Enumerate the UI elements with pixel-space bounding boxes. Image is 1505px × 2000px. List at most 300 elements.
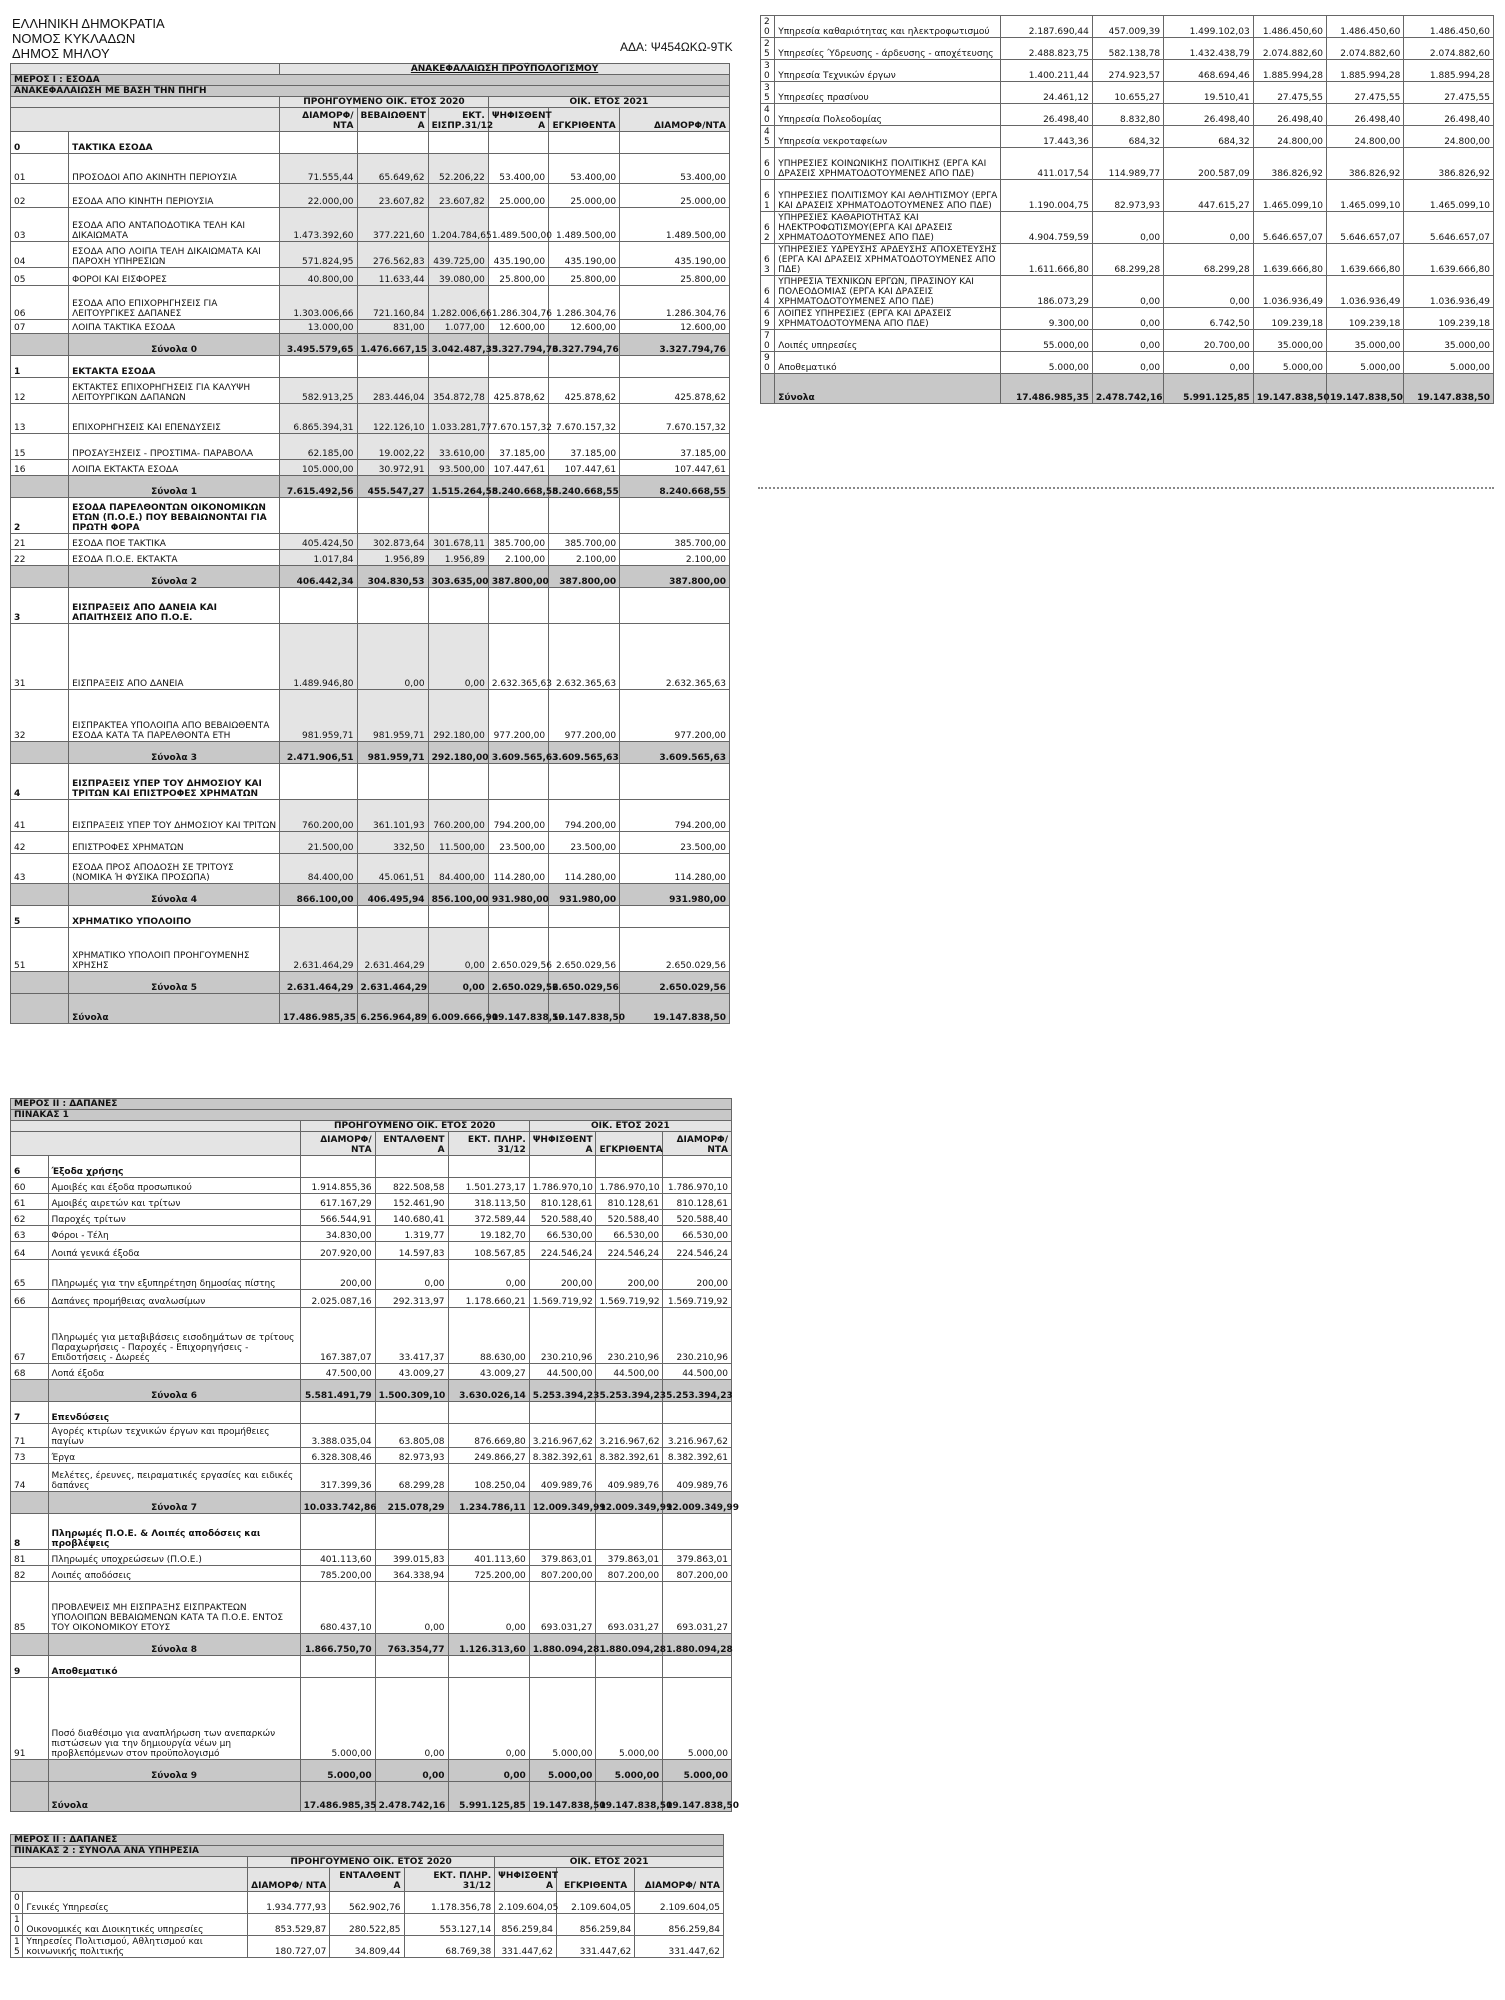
table-1-label: ΠΙΝΑΚΑΣ 1: [11, 1110, 732, 1121]
amount-cell: 807.200,00: [663, 1566, 732, 1582]
amount-cell: 2.187.690,44: [1001, 16, 1093, 38]
row-label: Πληρωμές Π.Ο.Ε. & Λοιπές αποδόσεις και προβλέψεις: [48, 1514, 300, 1550]
amount-cell: 33.417,37: [375, 1308, 448, 1364]
amount-cell: 680.437,10: [300, 1582, 375, 1634]
row-code: [11, 334, 69, 356]
amount-cell: [549, 906, 620, 928]
amount-cell: 1.639.666,80: [1253, 244, 1326, 276]
col-header: ΔΙΑΜΟΡΦ/ ΝΤΑ: [247, 1868, 329, 1892]
table-row: [761, 212, 1494, 244]
amount-cell: 25.000,00: [549, 184, 620, 208]
amount-cell: [448, 1402, 529, 1424]
amount-cell: 200,00: [300, 1260, 375, 1290]
row-label: Δαπάνες προμήθειας αναλωσίμων: [48, 1290, 300, 1308]
amount-cell: [280, 132, 357, 154]
amount-cell: 1.190.004,75: [1001, 180, 1093, 212]
subtotal-row: [11, 476, 730, 498]
col-header: ΨΗΦΙΣΘΕΝΤ Α: [529, 1132, 596, 1156]
row-code: 3 0: [761, 60, 775, 82]
amount-cell: [549, 356, 620, 378]
amount-cell: 2.478.742,16: [1092, 374, 1163, 404]
amount-cell: 26.498,40: [1001, 104, 1093, 126]
amount-cell: 1.956,89: [357, 550, 428, 566]
amount-cell: 1.036.936,49: [1404, 276, 1494, 308]
amount-cell: 152.461,90: [375, 1194, 448, 1210]
issuer-header: [12, 16, 165, 61]
amount-cell: 68.769,38: [404, 1936, 495, 1958]
amount-cell: [300, 1156, 375, 1178]
amount-cell: 2.650.029,56: [549, 928, 620, 972]
amount-cell: 562.902,76: [330, 1892, 404, 1914]
row-label: ΕΣΟΔΑ ΑΠΟ ΚΙΝΗΤΗ ΠΕΡΙΟΥΣΙΑ: [69, 184, 280, 208]
amount-cell: 215.078,29: [375, 1492, 448, 1514]
amount-cell: 0,00: [375, 1582, 448, 1634]
row-code: 03: [11, 208, 69, 242]
row-label: Γενικές Υπηρεσίες: [23, 1892, 248, 1914]
amount-cell: 43.009,27: [375, 1364, 448, 1380]
row-code: 60: [11, 1178, 49, 1194]
subtotal-row: [11, 1634, 732, 1656]
amount-cell: 977.200,00: [620, 690, 730, 742]
amount-cell: [549, 498, 620, 534]
row-code: 4: [11, 764, 69, 800]
amount-cell: 566.544,91: [300, 1210, 375, 1226]
amount-cell: [596, 1402, 663, 1424]
row-code: 31: [11, 624, 69, 690]
amount-cell: 25.800,00: [549, 268, 620, 286]
table-row: [11, 1364, 732, 1380]
amount-cell: 1.178.356,78: [404, 1892, 495, 1914]
amount-cell: 68.299,28: [375, 1464, 448, 1492]
amount-cell: 19.147.838,50: [596, 1782, 663, 1812]
amount-cell: 230.210,96: [663, 1308, 732, 1364]
amount-cell: 1.489.500,00: [488, 208, 548, 242]
row-label: ΕΣΟΔΑ ΑΠΟ ΕΠΙΧΟΡΗΓΗΣΕΙΣ ΓΙΑ ΛΕΙΤΟΥΡΓΙΚΕΣ ΔΑΠΑΝΕΣ: [69, 286, 280, 320]
amount-cell: 318.113,50: [448, 1194, 529, 1210]
amount-cell: 0,00: [1164, 212, 1254, 244]
row-label: ΕΙΣΠΡΑΞΕΙΣ ΥΠΕΡ ΤΟΥ ΔΗΜΟΣΙΟΥ ΚΑΙ ΤΡΙΤΩΝ: [69, 800, 280, 832]
row-label: Υπηρεσία Πολεοδομίας: [775, 104, 1001, 126]
row-code: 73: [11, 1448, 49, 1464]
amount-cell: 2.025.087,16: [300, 1290, 375, 1308]
amount-cell: 372.589,44: [448, 1210, 529, 1226]
amount-cell: 1.465.099,10: [1253, 180, 1326, 212]
row-label: Οικονομικές και Διοικητικές υπηρεσίες: [23, 1914, 248, 1936]
row-label: ΕΚΤΑΚΤΑ ΕΣΟΔΑ: [69, 356, 280, 378]
amount-cell: 1.476.667,15: [357, 334, 428, 356]
amount-cell: 582.138,78: [1092, 38, 1163, 60]
row-code: [11, 972, 69, 994]
col-header: ΕΚΤ. ΕΙΣΠΡ.31/12: [428, 108, 488, 132]
amount-cell: 1.286.304,76: [488, 286, 548, 320]
part-revenues-label: ΜΕΡΟΣ Ι : ΕΣΟΔΑ: [11, 75, 730, 86]
ada-code: ΑΔΑ: Ψ454ΩΚΩ-9ΤΚ: [620, 40, 733, 54]
amount-cell: 520.588,40: [529, 1210, 596, 1226]
amount-cell: [529, 1156, 596, 1178]
cur-year-header: ΟΙΚ. ΕΤΟΣ 2021: [529, 1121, 731, 1132]
amount-cell: 1.499.102,03: [1164, 16, 1254, 38]
amount-cell: [596, 1514, 663, 1550]
amount-cell: 386.826,92: [1253, 148, 1326, 180]
amount-cell: 0,00: [1092, 212, 1163, 244]
amount-cell: 455.547,27: [357, 476, 428, 498]
amount-cell: 1.432.438,79: [1164, 38, 1254, 60]
amount-cell: 856.259,84: [556, 1914, 634, 1936]
row-code: [11, 1492, 49, 1514]
amount-cell: 0,00: [1092, 330, 1163, 352]
category-row: [11, 1514, 732, 1550]
amount-cell: 1.786.970,10: [596, 1178, 663, 1194]
amount-cell: [549, 132, 620, 154]
amount-cell: 44.500,00: [663, 1364, 732, 1380]
amount-cell: 19.147.838,50: [1253, 374, 1326, 404]
amount-cell: 856.259,84: [495, 1914, 557, 1936]
row-code: 6 2: [761, 212, 775, 244]
amount-cell: 553.127,14: [404, 1914, 495, 1936]
row-label: Λοπά έξοδα: [48, 1364, 300, 1380]
amount-cell: 44.500,00: [529, 1364, 596, 1380]
amount-cell: 5.000,00: [1001, 352, 1093, 374]
amount-cell: 19.147.838,50: [1404, 374, 1494, 404]
table-2-label: ΠΙΝΑΚΑΣ 2 : ΣΥΝΟΛΑ ΑΝΑ ΥΠΗΡΕΣΙΑ: [11, 1846, 724, 1857]
col-header: ΔΙΑΜΟΡΦ/ ΝΤΑ: [300, 1132, 375, 1156]
amount-cell: 302.873,64: [357, 534, 428, 550]
amount-cell: 52.206,22: [428, 154, 488, 184]
amount-cell: 1.286.304,76: [620, 286, 730, 320]
amount-cell: 354.872,78: [428, 378, 488, 404]
row-code: [11, 1782, 49, 1812]
amount-cell: 401.113,60: [448, 1550, 529, 1566]
amount-cell: 43.009,27: [448, 1364, 529, 1380]
amount-cell: 5.000,00: [300, 1760, 375, 1782]
amount-cell: 693.031,27: [663, 1582, 732, 1634]
amount-cell: 435.190,00: [549, 242, 620, 268]
row-label: ΠΡΟΣΟΔΟΙ ΑΠΟ ΑΚΙΝΗΤΗ ΠΕΡΙΟΥΣΙΑ: [69, 154, 280, 184]
row-code: 6 0: [761, 148, 775, 180]
row-label: Σύνολα 4: [69, 884, 280, 906]
amount-cell: 379.863,01: [663, 1550, 732, 1566]
table-row: [11, 1678, 732, 1760]
amount-cell: 0,00: [375, 1678, 448, 1760]
amount-cell: 200,00: [663, 1260, 732, 1290]
amount-cell: 6.256.964,89: [357, 994, 428, 1024]
row-code: 4 0: [761, 104, 775, 126]
amount-cell: 977.200,00: [488, 690, 548, 742]
category-row: [11, 356, 730, 378]
row-label: Μελέτες, έρευνες, πειραματικές εργασίες και ειδικές δαπάνες: [48, 1464, 300, 1492]
amount-cell: 26.498,40: [1404, 104, 1494, 126]
amount-cell: 5.000,00: [1404, 352, 1494, 374]
amount-cell: 1.036.936,49: [1253, 276, 1326, 308]
amount-cell: [663, 1514, 732, 1550]
amount-cell: 1.319,77: [375, 1226, 448, 1242]
amount-cell: 693.031,27: [596, 1582, 663, 1634]
amount-cell: [620, 132, 730, 154]
row-label: ΕΙΣΠΡΑΞΕΙΣ ΑΠΟ ΔΑΝΕΙΑ ΚΑΙ ΑΠΑΙΤΗΣΕΙΣ ΑΠΟ Π.Ο.Ε.: [69, 588, 280, 624]
amount-cell: 1.515.264,55: [428, 476, 488, 498]
amount-cell: 2.631.464,29: [280, 928, 357, 972]
amount-cell: 17.486.985,35: [300, 1782, 375, 1812]
header-line-country: ΕΛΛΗΝΙΚΗ ΔΗΜΟΚΡΑΤΙΑ: [12, 16, 165, 31]
amount-cell: 5.991.125,85: [1164, 374, 1254, 404]
table-row: [11, 690, 730, 742]
amount-cell: 385.700,00: [549, 534, 620, 550]
amount-cell: 520.588,40: [663, 1210, 732, 1226]
amount-cell: 387.800,00: [549, 566, 620, 588]
row-label: Υπηρεσία νεκροταφείων: [775, 126, 1001, 148]
category-row: [11, 588, 730, 624]
amount-cell: 0,00: [448, 1760, 529, 1782]
subtotal-row: [11, 972, 730, 994]
amount-cell: 180.727,07: [247, 1936, 329, 1958]
amount-cell: 794.200,00: [549, 800, 620, 832]
amount-cell: 23.607,82: [357, 184, 428, 208]
amount-cell: 1.569.719,92: [663, 1290, 732, 1308]
row-label: ΠΡΟΒΛΕΨΕΙΣ ΜΗ ΕΙΣΠΡΑΞΗΣ ΕΙΣΠΡΑΚΤΕΩΝ ΥΠΟΛΟΙΠΩΝ ΒΕΒΑΙΩΜΕΝΩΝ ΚΑΤΑ ΤΑ Π.Ο.Ε. ΕΝΤΟΣ ΤΟΥ ΟΙΚΟΝΟΜΙΚΟΥ ΕΤΟΥΣ: [48, 1582, 300, 1634]
row-code: [11, 884, 69, 906]
amount-cell: 2.074.882,60: [1404, 38, 1494, 60]
amount-cell: 1.885.994,28: [1327, 60, 1404, 82]
amount-cell: 17.486.985,35: [1001, 374, 1093, 404]
amount-cell: 34.809,44: [330, 1936, 404, 1958]
amount-cell: 9.300,00: [1001, 308, 1093, 330]
category-row: [11, 1156, 732, 1178]
amount-cell: [663, 1156, 732, 1178]
amount-cell: 7.670.157,32: [549, 404, 620, 434]
amount-cell: 2.632.365,63: [549, 624, 620, 690]
amount-cell: 425.878,62: [549, 378, 620, 404]
row-label: ΕΣΟΔΑ Π.Ο.Ε. ΕΚΤΑΚΤΑ: [69, 550, 280, 566]
subtotal-row: [11, 1492, 732, 1514]
row-label: ΕΠΙΧΟΡΗΓΗΣΕΙΣ ΚΑΙ ΕΠΕΝΔΥΣΕΙΣ: [69, 404, 280, 434]
amount-cell: 34.830,00: [300, 1226, 375, 1242]
amount-cell: [663, 1402, 732, 1424]
amount-cell: [357, 906, 428, 928]
amount-cell: 763.354,77: [375, 1634, 448, 1656]
amount-cell: 14.597,83: [375, 1242, 448, 1260]
row-code: 63: [11, 1226, 49, 1242]
row-code: 4 5: [761, 126, 775, 148]
expense-table-1: [10, 1098, 740, 1812]
amount-cell: 19.147.838,50: [549, 994, 620, 1024]
grand-total-row: [761, 374, 1494, 404]
amount-cell: [280, 906, 357, 928]
amount-cell: 379.863,01: [529, 1550, 596, 1566]
amount-cell: 2.650.029,56: [549, 972, 620, 994]
row-label: ΕΚΤΑΚΤΕΣ ΕΠΙΧΟΡΗΓΗΣΕΙΣ ΓΙΑ ΚΑΛΥΨΗ ΛΕΙΤΟΥΡΓΙΚΩΝ ΔΑΠΑΝΩΝ: [69, 378, 280, 404]
amount-cell: 981.959,71: [280, 690, 357, 742]
amount-cell: 2.478.742,16: [375, 1782, 448, 1812]
table-row: [11, 624, 730, 690]
row-label: ΕΙΣΠΡΑΞΕΙΣ ΥΠΕΡ ΤΟΥ ΔΗΜΟΣΙΟΥ ΚΑΙ ΤΡΙΤΩΝ ΚΑΙ ΕΠΙΣΤΡΟΦΕΣ ΧΡΗΜΑΤΩΝ: [69, 764, 280, 800]
amount-cell: 10.655,27: [1092, 82, 1163, 104]
amount-cell: 5.646.657,07: [1404, 212, 1494, 244]
row-code: 1 5: [11, 1936, 23, 1958]
amount-cell: 0,00: [357, 624, 428, 690]
amount-cell: 1.489.946,80: [280, 624, 357, 690]
amount-cell: 19.002,22: [357, 434, 428, 460]
amount-cell: 1.282.006,66: [428, 286, 488, 320]
row-code: 1: [11, 356, 69, 378]
row-code: [11, 476, 69, 498]
amount-cell: 5.253.394,23: [663, 1380, 732, 1402]
col-header: ΔΙΑΜΟΡΦ/ ΝΤΑ: [635, 1868, 724, 1892]
row-code: 64: [11, 1242, 49, 1260]
row-code: 6 9: [761, 308, 775, 330]
col-header: ΔΙΑΜΟΡΦ/ ΝΤΑ: [663, 1132, 732, 1156]
table-row: [11, 404, 730, 434]
amount-cell: 0,00: [1092, 276, 1163, 308]
amount-cell: 230.210,96: [596, 1308, 663, 1364]
row-label: Έργα: [48, 1448, 300, 1464]
amount-cell: 1.885.994,28: [1404, 60, 1494, 82]
amount-cell: 399.015,83: [375, 1550, 448, 1566]
amount-cell: 377.221,60: [357, 208, 428, 242]
amount-cell: 931.980,00: [549, 884, 620, 906]
amount-cell: 26.498,40: [1253, 104, 1326, 126]
amount-cell: 876.669,80: [448, 1424, 529, 1448]
row-code: 0 0: [11, 1892, 23, 1914]
amount-cell: 457.009,39: [1092, 16, 1163, 38]
amount-cell: 35.000,00: [1404, 330, 1494, 352]
amount-cell: 0,00: [1092, 308, 1163, 330]
amount-cell: [529, 1514, 596, 1550]
grand-total-row: [11, 994, 730, 1024]
col-header: ΕΝΤΑΛΘΕΝΤ Α: [330, 1868, 404, 1892]
amount-cell: 364.338,94: [375, 1566, 448, 1582]
amount-cell: 17.486.985,35: [280, 994, 357, 1024]
amount-cell: 810.128,61: [596, 1194, 663, 1210]
table-row: [11, 286, 730, 320]
amount-cell: 1.234.786,11: [448, 1492, 529, 1514]
row-code: 0: [11, 132, 69, 154]
row-code: [11, 566, 69, 588]
amount-cell: 1.639.666,80: [1327, 244, 1404, 276]
amount-cell: 3.216.967,62: [663, 1424, 732, 1448]
amount-cell: 62.185,00: [280, 434, 357, 460]
amount-cell: [428, 588, 488, 624]
row-label: ΥΠΗΡΕΣΙΑ ΤΕΧΝΙΚΩΝ ΕΡΓΩΝ, ΠΡΑΣΙΝΟΥ ΚΑΙ ΠΟΛΕΟΔΟΜΙΑΣ (ΕΡΓΑ ΚΑΙ ΔΡΑΣΕΙΣ ΧΡΗΜΑΤΟΔΟΤΟΥΜΕΝΕΣ ΑΠΟ ΠΔΕ): [775, 276, 1001, 308]
table-row: [761, 126, 1494, 148]
amount-cell: 0,00: [1092, 352, 1163, 374]
prev-year-header: ΠΡΟΗΓΟΥΜΕΝΟ ΟΙΚ. ΕΤΟΣ 2020: [300, 1121, 529, 1132]
amount-cell: 12.600,00: [549, 320, 620, 334]
amount-cell: [620, 498, 730, 534]
amount-cell: 39.080,00: [428, 268, 488, 286]
amount-cell: [357, 588, 428, 624]
amount-cell: [280, 764, 357, 800]
row-code: 6 3: [761, 244, 775, 276]
amount-cell: 24.800,00: [1327, 126, 1404, 148]
amount-cell: 33.610,00: [428, 434, 488, 460]
row-label: Φόροι - Τέλη: [48, 1226, 300, 1242]
row-code: 67: [11, 1308, 49, 1364]
amount-cell: 425.878,62: [620, 378, 730, 404]
amount-cell: 0,00: [448, 1260, 529, 1290]
amount-cell: 331.447,62: [635, 1936, 724, 1958]
amount-cell: 0,00: [428, 928, 488, 972]
amount-cell: 276.562,83: [357, 242, 428, 268]
table-row: [11, 1242, 732, 1260]
row-code: 2 0: [761, 16, 775, 38]
table-row: [11, 800, 730, 832]
col-header: ΕΓΚΡΙΘΕΝΤΑ: [596, 1132, 663, 1156]
amount-cell: 12.009.349,99: [663, 1492, 732, 1514]
amount-cell: 1.569.719,92: [596, 1290, 663, 1308]
amount-cell: 1.866.750,70: [300, 1634, 375, 1656]
amount-cell: 109.239,18: [1327, 308, 1404, 330]
row-label: Υπηρεσία καθαριότητας και ηλεκτροφωτισμού: [775, 16, 1001, 38]
amount-cell: 387.800,00: [620, 566, 730, 588]
table-row: [11, 208, 730, 242]
amount-cell: 224.546,24: [663, 1242, 732, 1260]
amount-cell: 6.865.394,31: [280, 404, 357, 434]
amount-cell: 25.000,00: [488, 184, 548, 208]
amount-cell: 856.259,84: [635, 1914, 724, 1936]
amount-cell: 12.600,00: [488, 320, 548, 334]
table-row: [761, 352, 1494, 374]
amount-cell: 0,00: [428, 972, 488, 994]
row-label: ΧΡΗΜΑΤΙΚΟ ΥΠΟΛΟΙΠ ΠΡΟΗΓΟΥΜΕΝΗΣ ΧΡΗΣΗΣ: [69, 928, 280, 972]
amount-cell: 25.800,00: [488, 268, 548, 286]
category-row: [11, 764, 730, 800]
amount-cell: 5.646.657,07: [1253, 212, 1326, 244]
amount-cell: 37.185,00: [549, 434, 620, 460]
row-label: Αμοιβές και έξοδα προσωπικού: [48, 1178, 300, 1194]
amount-cell: 1.934.777,93: [247, 1892, 329, 1914]
amount-cell: 84.400,00: [280, 854, 357, 884]
amount-cell: 2.631.464,29: [280, 972, 357, 994]
amount-cell: 45.061,51: [357, 854, 428, 884]
row-label: Ποσό διαθέσιμο για αναπλήρωση των ανεπαρκών πιστώσεων για την δημιουργία νέων μη προβλεπόμενων στον προϋπολογισμό: [48, 1678, 300, 1760]
amount-cell: 8.240.668,55: [549, 476, 620, 498]
amount-cell: 794.200,00: [620, 800, 730, 832]
amount-cell: 721.160,84: [357, 286, 428, 320]
amount-cell: 931.980,00: [620, 884, 730, 906]
amount-cell: 68.299,28: [1092, 244, 1163, 276]
table-row: [761, 276, 1494, 308]
amount-cell: 6.742,50: [1164, 308, 1254, 330]
amount-cell: 5.646.657,07: [1327, 212, 1404, 244]
amount-cell: 27.475,55: [1327, 82, 1404, 104]
amount-cell: 301.678,11: [428, 534, 488, 550]
amount-cell: 26.498,40: [1327, 104, 1404, 126]
amount-cell: 68.299,28: [1164, 244, 1254, 276]
row-label: ΕΙΣΠΡΑΞΕΙΣ ΑΠΟ ΔΑΝΕΙΑ: [69, 624, 280, 690]
amount-cell: 114.280,00: [620, 854, 730, 884]
amount-cell: 3.388.035,04: [300, 1424, 375, 1448]
amount-cell: [488, 764, 548, 800]
row-label: Σύνολα: [69, 994, 280, 1024]
row-code: 22: [11, 550, 69, 566]
row-code: 9 0: [761, 352, 775, 374]
amount-cell: 140.680,41: [375, 1210, 448, 1226]
amount-cell: 224.546,24: [529, 1242, 596, 1260]
amount-cell: 3.042.487,35: [428, 334, 488, 356]
table-row: [11, 1178, 732, 1194]
row-label: Πληρωμές για την εξυπηρέτηση δημοσίας πίστης: [48, 1260, 300, 1290]
row-code: 06: [11, 286, 69, 320]
row-label: Λοιπές υπηρεσίες: [775, 330, 1001, 352]
row-code: 7: [11, 1402, 49, 1424]
amount-cell: 66.530,00: [663, 1226, 732, 1242]
row-label: ΤΑΚΤΙΚΑ ΕΣΟΔΑ: [69, 132, 280, 154]
row-label: Πληρωμές υποχρεώσεων (Π.Ο.Ε.): [48, 1550, 300, 1566]
amount-cell: 21.500,00: [280, 832, 357, 854]
amount-cell: 19.147.838,50: [529, 1782, 596, 1812]
amount-cell: 23.500,00: [549, 832, 620, 854]
row-label: Επενδύσεις: [48, 1402, 300, 1424]
